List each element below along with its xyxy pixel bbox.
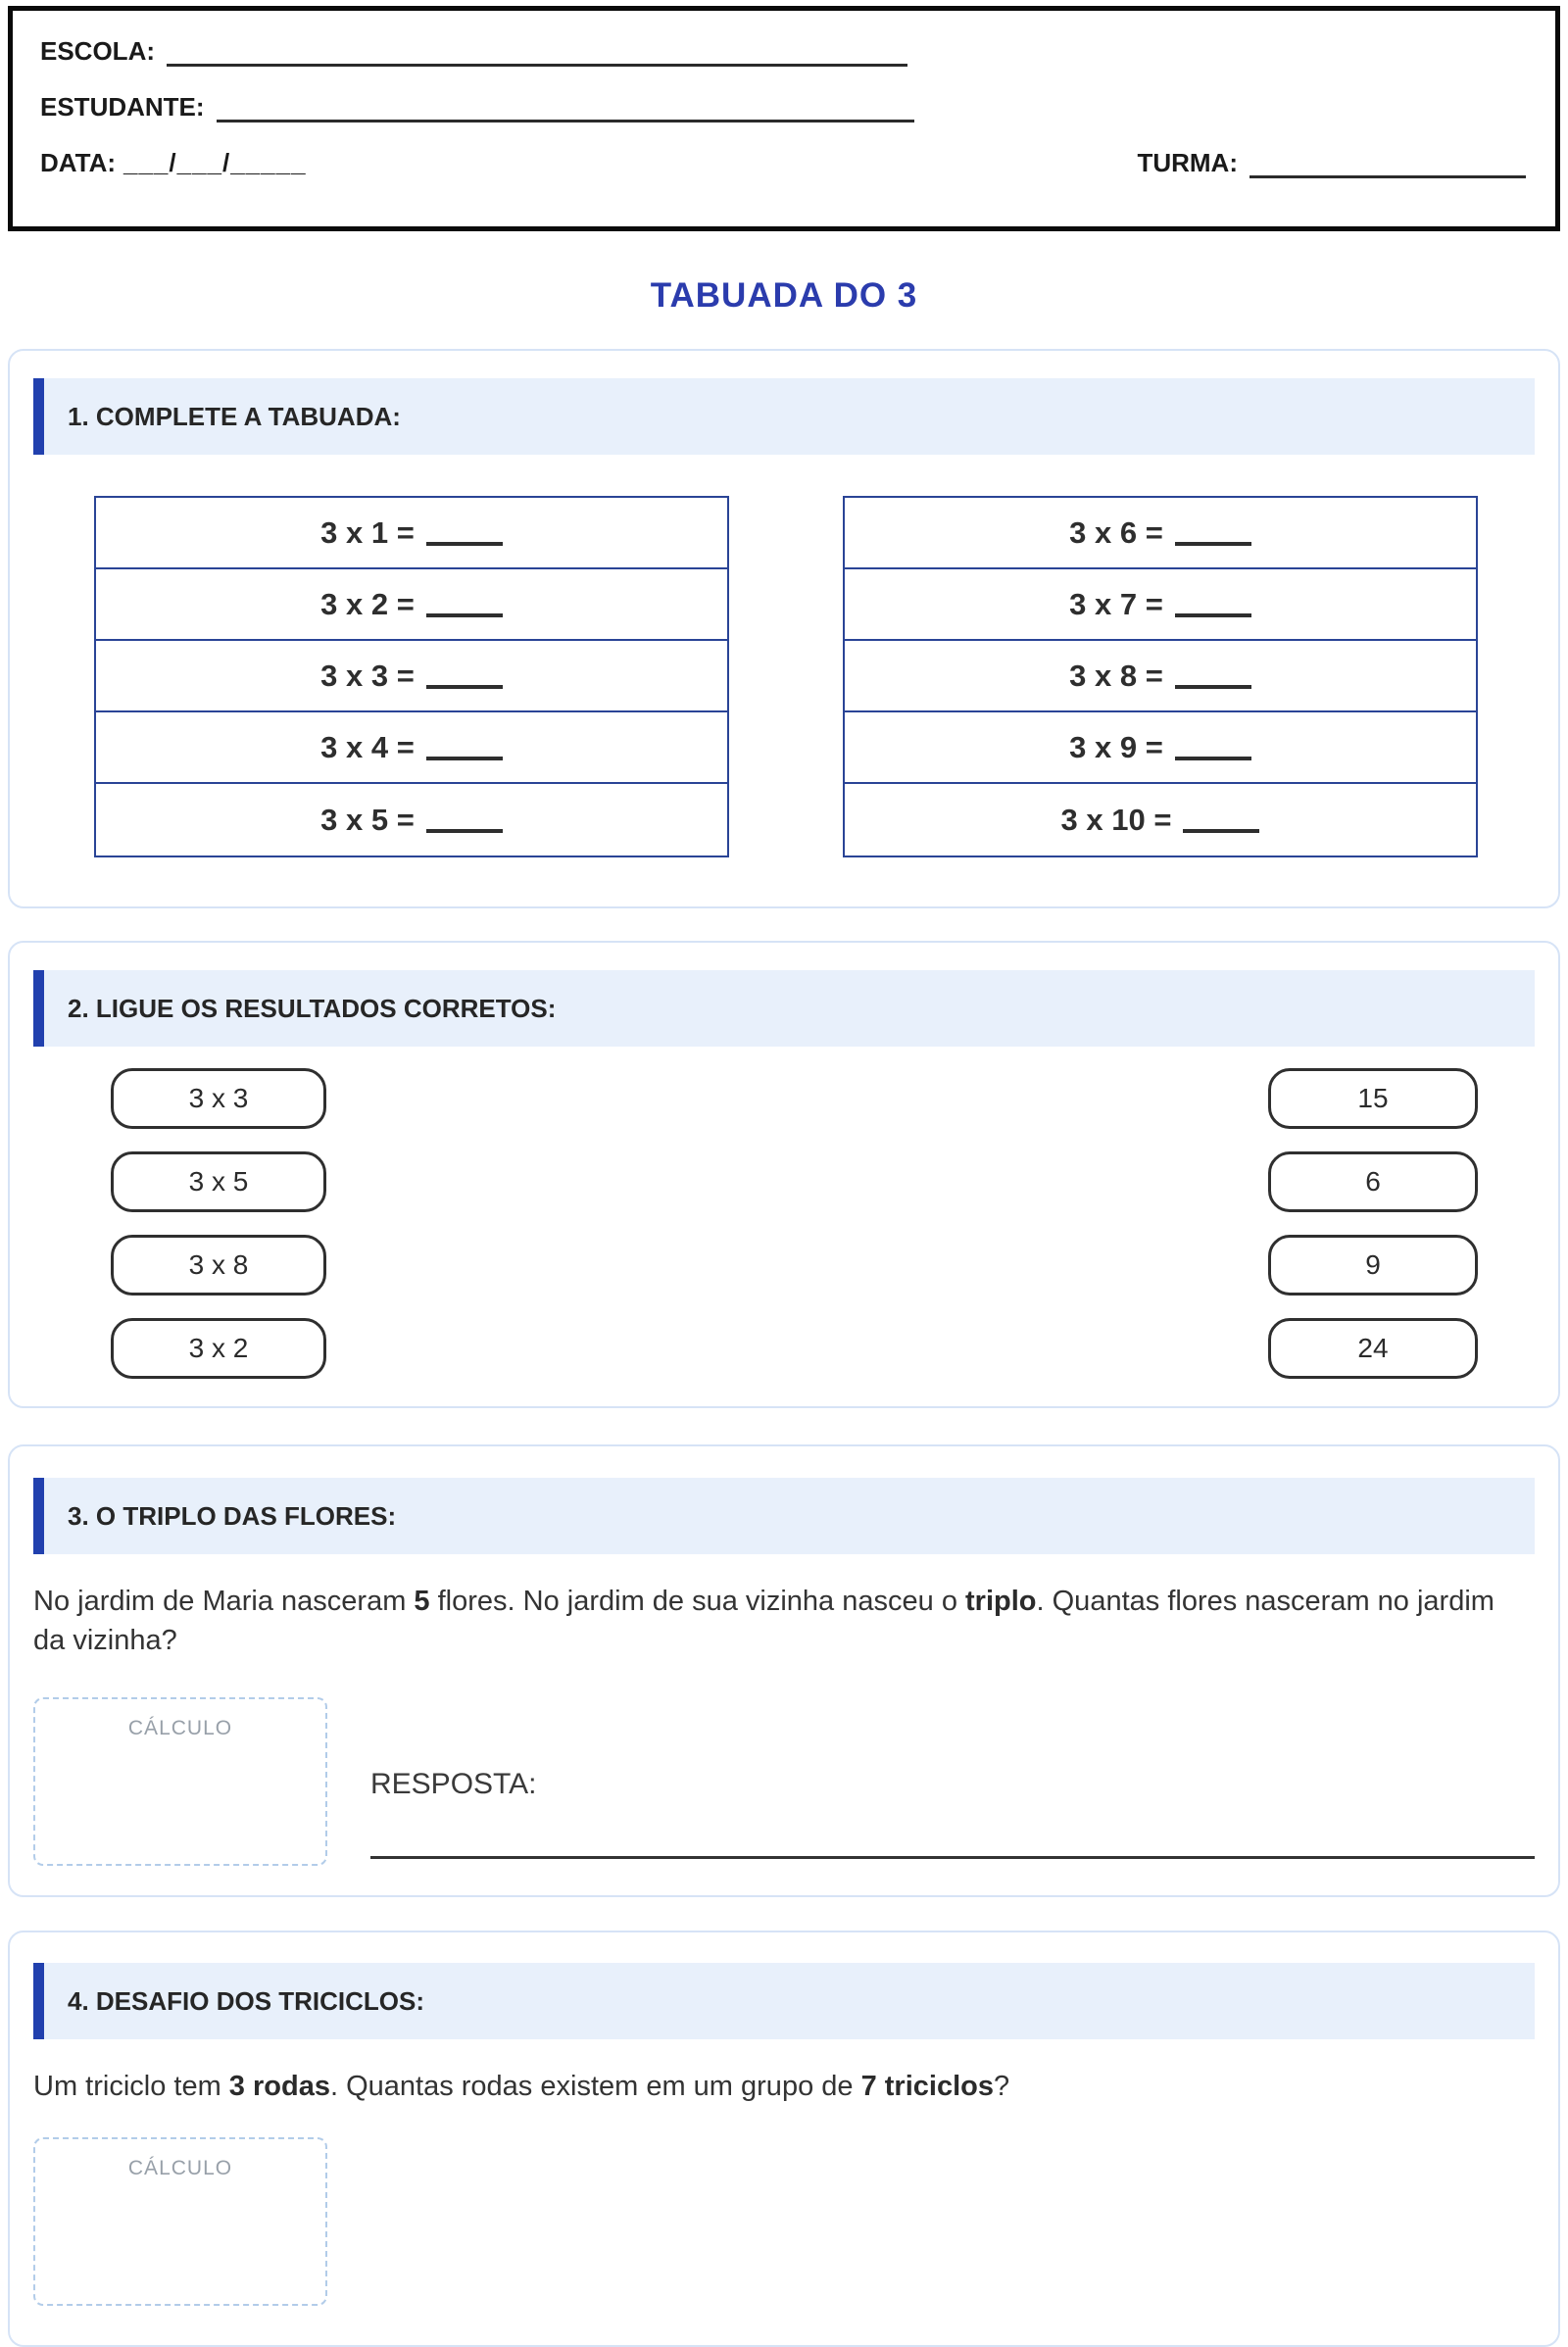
estudante-row xyxy=(40,92,1526,122)
table-row xyxy=(96,641,727,712)
section-desafio-triciclos xyxy=(8,1931,1560,2347)
answer-blank[interactable] xyxy=(1175,520,1251,546)
answer-blank[interactable] xyxy=(1183,807,1259,833)
match-pill-result[interactable]: 15 xyxy=(1268,1068,1478,1129)
table-left xyxy=(94,496,729,857)
calc-label: CÁLCULO xyxy=(127,1717,233,1739)
escola-row xyxy=(40,36,1526,67)
answer-blank[interactable] xyxy=(426,735,503,760)
table-row xyxy=(845,784,1476,856)
section2-heading: 2. LIGUE OS RESULTADOS CORRETOS: xyxy=(68,993,557,1023)
turma-input-line[interactable] xyxy=(1250,149,1526,178)
equation-label: 3 x 1 = xyxy=(320,514,415,550)
match-pill-result[interactable]: 6 xyxy=(1268,1151,1478,1212)
match-pill-expression[interactable]: 3 x 3 xyxy=(111,1068,326,1129)
resposta-label: RESPOSTA: xyxy=(370,1768,537,1800)
equation-label: 3 x 3 = xyxy=(320,658,415,693)
table-row xyxy=(845,569,1476,641)
escola-input-line[interactable] xyxy=(167,37,907,67)
section3-header-bar xyxy=(33,1478,1535,1554)
data-turma-row xyxy=(40,148,1526,178)
match-pill-result[interactable]: 9 xyxy=(1268,1235,1478,1296)
answer-blank[interactable] xyxy=(1175,735,1251,760)
match-row xyxy=(111,1068,1478,1129)
table-row xyxy=(845,641,1476,712)
answer-line[interactable] xyxy=(370,1856,1535,1859)
answer-blank[interactable] xyxy=(426,592,503,617)
table-right xyxy=(843,496,1478,857)
escola-label: ESCOLA: xyxy=(40,36,155,66)
answer-area xyxy=(370,1697,1535,1866)
section4-header-bar xyxy=(33,1963,1535,2039)
data-label: DATA: xyxy=(40,148,117,177)
equation-label: 3 x 7 = xyxy=(1069,586,1163,621)
match-row xyxy=(111,1151,1478,1212)
section2-header-bar xyxy=(33,970,1535,1047)
section-ligue-resultados xyxy=(8,941,1560,1408)
section1-header-bar xyxy=(33,378,1535,455)
answer-blank[interactable] xyxy=(1175,663,1251,689)
match-row xyxy=(111,1235,1478,1296)
table-row xyxy=(96,784,727,856)
problem-text: No jardim de Maria nasceram 5 flores. No jardim de sua vizinha nasceu o triplo. Quantas flores nasceram no jardim da vizinha? xyxy=(33,1586,1494,1656)
section1-heading: 1. COMPLETE A TABUADA: xyxy=(68,401,401,431)
problem-text: Um triciclo tem 3 rodas. Quantas rodas existem em um grupo de 7 triciclos? xyxy=(33,2071,1010,2102)
table-row xyxy=(845,712,1476,784)
estudante-input-line[interactable] xyxy=(217,93,914,122)
match-pill-expression[interactable]: 3 x 2 xyxy=(111,1318,326,1379)
calc-box[interactable] xyxy=(33,2137,327,2306)
equation-label: 3 x 5 = xyxy=(320,802,415,837)
equation-label: 3 x 8 = xyxy=(1069,658,1163,693)
equation-label: 3 x 9 = xyxy=(1069,729,1163,764)
page-title: TABUADA DO 3 xyxy=(650,276,918,315)
table-row xyxy=(96,712,727,784)
equation-label: 3 x 4 = xyxy=(320,729,415,764)
answer-blank[interactable] xyxy=(426,807,503,833)
section3-heading: 3. O TRIPLO DAS FLORES: xyxy=(68,1500,397,1531)
answer-blank[interactable] xyxy=(1175,592,1251,617)
table-row xyxy=(96,498,727,569)
match-row xyxy=(111,1318,1478,1379)
section-triplo-das-flores xyxy=(8,1444,1560,1897)
estudante-label: ESTUDANTE: xyxy=(40,92,205,122)
match-pill-expression[interactable]: 3 x 5 xyxy=(111,1151,326,1212)
answer-blank[interactable] xyxy=(426,663,503,689)
identification-box xyxy=(8,6,1560,231)
table-row xyxy=(96,569,727,641)
turma-label: TURMA: xyxy=(1137,148,1238,177)
section4-heading: 4. DESAFIO DOS TRICICLOS: xyxy=(68,1985,425,2016)
equation-label: 3 x 2 = xyxy=(320,586,415,621)
table-row xyxy=(845,498,1476,569)
equation-label: 3 x 6 = xyxy=(1069,514,1163,550)
data-input-blank[interactable]: ___/___/_____ xyxy=(123,148,307,177)
equation-label: 3 x 10 = xyxy=(1060,802,1172,837)
match-pill-expression[interactable]: 3 x 8 xyxy=(111,1235,326,1296)
work-area xyxy=(33,1697,1535,1866)
calc-box[interactable] xyxy=(33,1697,327,1866)
multiplication-tables xyxy=(94,496,1478,857)
calc-label: CÁLCULO xyxy=(127,2157,233,2179)
match-pill-result[interactable]: 24 xyxy=(1268,1318,1478,1379)
answer-blank[interactable] xyxy=(426,520,503,546)
section-complete-tabuada xyxy=(8,349,1560,908)
